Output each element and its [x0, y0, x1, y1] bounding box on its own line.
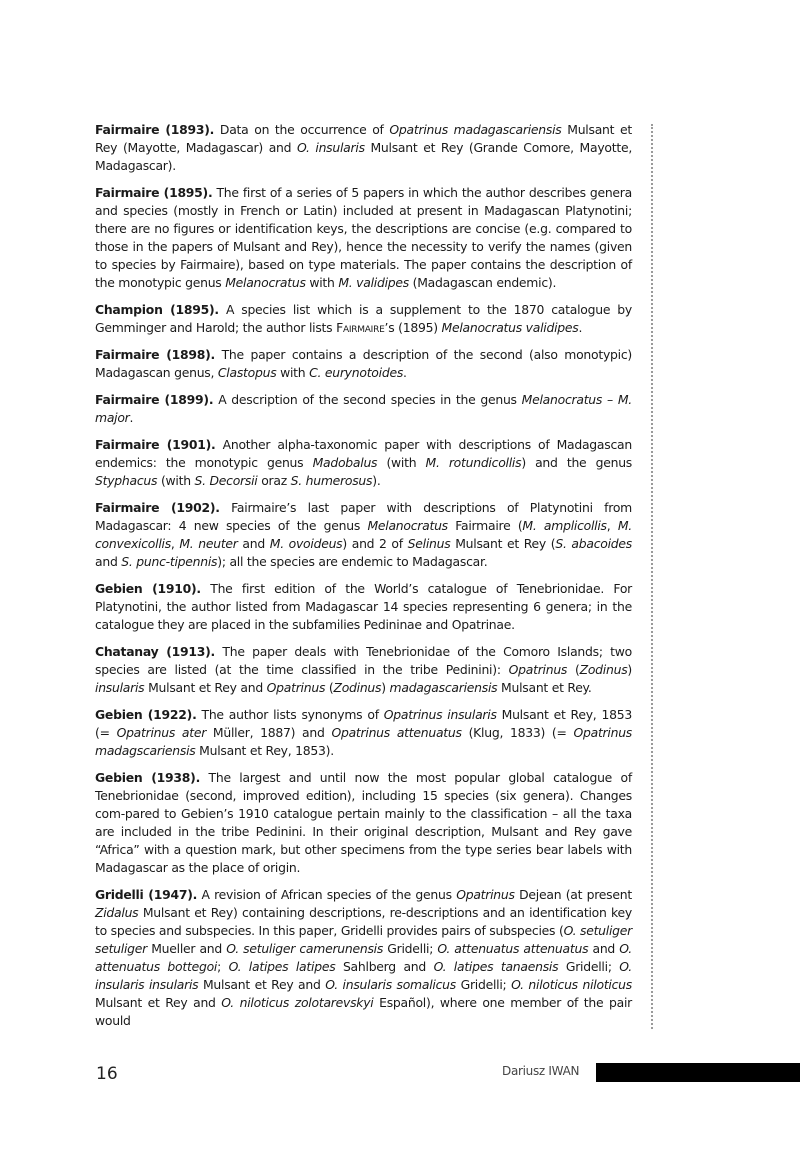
entry-heading: Gridelli (1947). — [95, 887, 198, 902]
entry-heading: Fairmaire (1901). — [95, 437, 216, 452]
bibliography-entry — [95, 580, 632, 634]
entry-text: Data on the occurrence of Opatrinus madagascariensis Mulsant et Rey (Mayotte, Madagascar) and O. insularis Mulsant et Rey (Grande Comore, Mayotte, Madagascar). — [95, 122, 633, 173]
entry-heading: Champion (1895). — [95, 302, 219, 317]
entry-heading: Fairmaire (1902). — [95, 500, 220, 515]
entry-text: The first edition of the World’s catalogue of Tenebrionidae. For Platynotini, the author listed from Madagascar 14 species representing 6 genera; in the catalogue they are placed in the subfamilies Pedininae and Opatrinae. — [95, 581, 632, 632]
page-number: 16 — [96, 1064, 118, 1084]
bibliography-entry — [95, 706, 632, 760]
bibliography-entry — [95, 436, 632, 490]
entry-heading: Fairmaire (1893). — [95, 122, 215, 137]
entry-text: Fairmaire’s last paper with descriptions of Platynotini from Madagascar: 4 new species of the genus Melanocratus Fairmaire (M. amplicollis, M. convexicollis, M. neuter and M. ovoideus) and 2 of Selinus Mulsant et Rey (S. abacoides and S. punc-tipennis); all the species are endemic to Madagascar. — [95, 500, 632, 569]
bibliography-entry — [95, 346, 632, 382]
bibliography-entry — [95, 301, 632, 337]
entry-text: The first of a series of 5 papers in which the author describes genera and species (mostly in French or Latin) included at present in Madagascan Platynotini; there are no figures or identification keys, the descriptions are concise (e.g. compared to those in the papers of Mulsant and Rey), hence the necessity to verify the names (given to species by Fairmaire), based on type materials. The paper contains the description of the monotypic genus Melanocratus with M. validipes (Madagascan endemic). — [95, 185, 632, 290]
entry-text: The paper deals with Tenebrionidae of the Comoro Islands; two species are listed (at the time classified in the tribe Pedinini): Opatrinus (Zodinus) insularis Mulsant et Rey and Opatrinus (Zodinus) madagascariensis Mulsant et Rey. — [95, 644, 632, 695]
entry-heading: Chatanay (1913). — [95, 644, 215, 659]
entry-text: A revision of African species of the genus Opatrinus Dejean (at present Zidalus Mulsant et Rey) containing descriptions, re-descriptions and an identification key to species and subspecies. In this paper, Gridelli provides pairs of subspecies (O. setuliger setuliger Mueller and O. setuliger camerunensis Gridelli; O. attenuatus attenuatus and O. attenuatus bottegoi; O. latipes latipes Sahlberg and O. latipes tanaensis Gridelli; O. insularis insularis Mulsant et Rey and O. insularis somalicus Gridelli; O. niloticus niloticus Mulsant et Rey and O. niloticus zolotarevskyi Español), where one member of the pair would — [95, 887, 632, 1028]
entry-heading: Fairmaire (1895). — [95, 185, 213, 200]
entry-heading: Fairmaire (1899). — [95, 392, 214, 407]
bibliography-entry — [95, 769, 632, 877]
bibliography-entry — [95, 121, 632, 175]
bibliography-entry — [95, 499, 632, 571]
running-footer-author: Dariusz IWAN — [502, 1064, 580, 1078]
entry-text: The paper contains a description of the second (also monotypic) Madagascan genus, Clastopus with C. eurynotoides. — [95, 347, 632, 380]
bibliography-entry — [95, 643, 632, 697]
entry-heading: Gebien (1922). — [95, 707, 197, 722]
bibliography-entry — [95, 391, 632, 427]
entry-text: A species list which is a supplement to the 1870 catalogue by Gemminger and Harold; the author lists Fairmaire’s (1895) Melanocratus validipes. — [95, 302, 632, 335]
footer-black-bar — [596, 1063, 800, 1082]
entry-text: The author lists synonyms of Opatrinus insularis Mulsant et Rey, 1853 (= Opatrinus ater Müller, 1887) and Opatrinus attenuatus (Klug, 1833) (= Opatrinus madagscariensis Mulsant et Rey, 1853). — [95, 707, 633, 758]
margin-dotted-rule — [651, 124, 653, 1029]
bibliography-entry — [95, 184, 632, 292]
body-text — [95, 121, 632, 1039]
entry-text: Another alpha-taxonomic paper with descriptions of Madagascan endemics: the monotypic genus Madobalus (with M. rotundicollis) and the genus Styphacus (with S. Decorsii oraz S. humerosus). — [95, 437, 633, 488]
entry-text: The largest and until now the most popular global catalogue of Tenebrionidae (second, improved edition), including 15 species (six genera). Changes com-pared to Gebien’s 1910 catalogue pertain mainly to the classification – all the taxa are included in the tribe Pedinini. In their original description, Mulsant and Rey gave “Africa” with a question mark, but other specimens from the type series bear labels with Madagascar as the place of origin. — [95, 770, 632, 875]
entry-heading: Fairmaire (1898). — [95, 347, 215, 362]
bibliography-entry — [95, 886, 632, 1030]
entry-heading: Gebien (1938). — [95, 770, 201, 785]
entry-text: A description of the second species in the genus Melanocratus – M. major. — [95, 392, 632, 425]
entry-heading: Gebien (1910). — [95, 581, 201, 596]
